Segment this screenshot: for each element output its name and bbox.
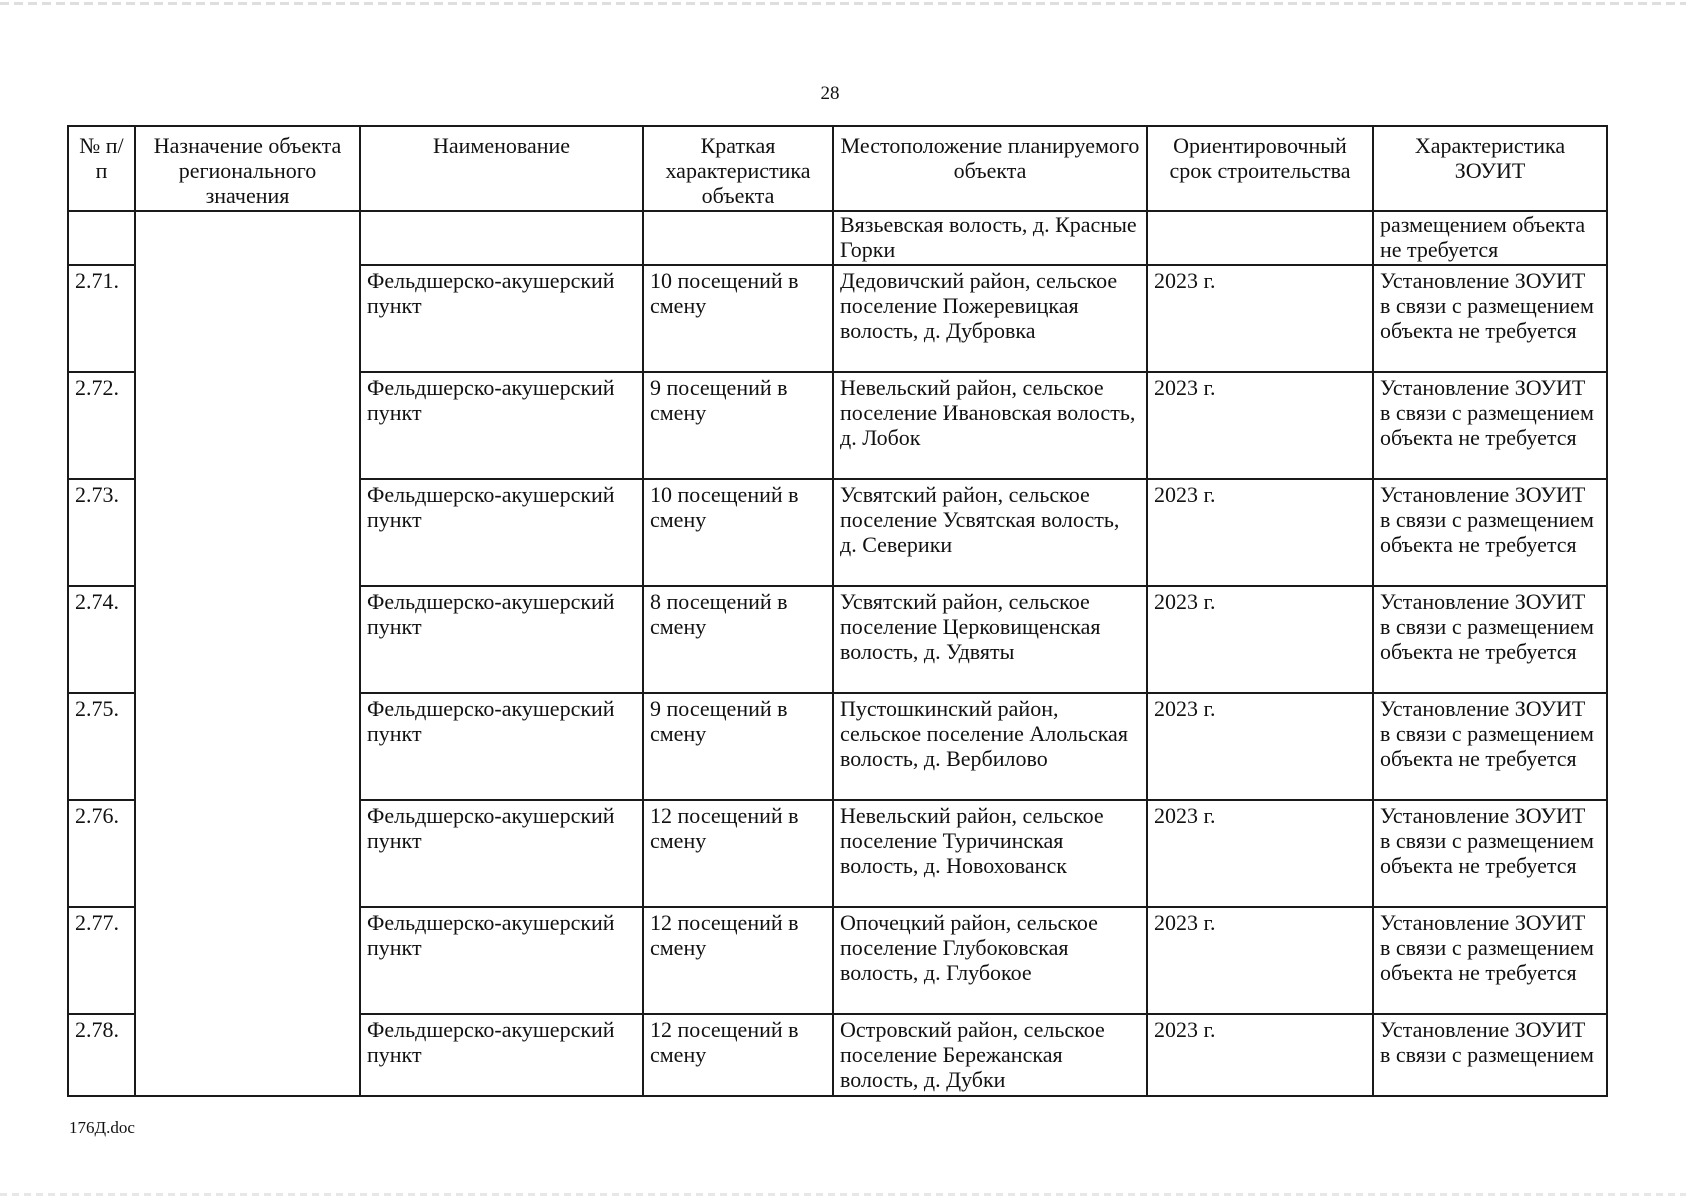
cell-zouit: Установление ЗОУИТ в связи с размещением объекта не требуется: [1373, 907, 1607, 1014]
cell-location: Вязьевская волость, д. Красные Горки: [833, 211, 1147, 265]
cell-location: Усвятский район, сельское поселение Усвятская волость, д. Северики: [833, 479, 1147, 586]
cell-num: 2.78.: [68, 1014, 135, 1096]
cell-location: Пустошкинский район, сельское поселение Алольская волость, д. Вербилово: [833, 693, 1147, 800]
cell-location: Дедовичский район, сельское поселение Пожеревицкая волость, д. Дубровка: [833, 265, 1147, 372]
cell-brief: 9 посещений в смену: [643, 693, 833, 800]
cell-name: Фельдшерско-акушерский пункт: [360, 1014, 643, 1096]
page-number: 28: [820, 83, 840, 104]
cell-brief: 10 посещений в смену: [643, 479, 833, 586]
cell-name: Фельдшерско-акушерский пункт: [360, 372, 643, 479]
cell-brief: [643, 211, 833, 265]
cell-zouit: Установление ЗОУИТ в связи с размещением объекта не требуется: [1373, 372, 1607, 479]
cell-term: 2023 г.: [1147, 693, 1373, 800]
header-brief: Краткая характеристика объекта: [643, 126, 833, 211]
cell-name: Фельдшерско-акушерский пункт: [360, 693, 643, 800]
cell-term: 2023 г.: [1147, 800, 1373, 907]
cell-brief: 8 посещений в смену: [643, 586, 833, 693]
cell-brief: 10 посещений в смену: [643, 265, 833, 372]
cell-name: Фельдшерско-акушерский пункт: [360, 479, 643, 586]
cell-location: Невельский район, сельское поселение Ивановская волость, д. Лобок: [833, 372, 1147, 479]
cell-zouit: Установление ЗОУИТ в связи с размещением объекта не требуется: [1373, 693, 1607, 800]
cell-num: 2.74.: [68, 586, 135, 693]
cell-location: Опочецкий район, сельское поселение Глубоковская волость, д. Глубокое: [833, 907, 1147, 1014]
cell-zouit: размещением объекта не требуется: [1373, 211, 1607, 265]
table-row-continuation: [68, 211, 1607, 265]
cell-brief: 12 посещений в смену: [643, 800, 833, 907]
header-name: Наименование: [360, 126, 643, 211]
cell-term: 2023 г.: [1147, 907, 1373, 1014]
cell-term: 2023 г.: [1147, 372, 1373, 479]
cell-zouit: Установление ЗОУИТ в связи с размещением объекта не требуется: [1373, 265, 1607, 372]
cell-brief: 12 посещений в смену: [643, 907, 833, 1014]
footer-filename: 176Д.doc: [69, 1118, 135, 1137]
cell-num: [68, 211, 135, 265]
cell-location: Невельский район, сельское поселение Туричинская волость, д. Новохованск: [833, 800, 1147, 907]
scan-edge-top: [0, 2, 1686, 5]
cell-term: 2023 г.: [1147, 479, 1373, 586]
cell-zouit: Установление ЗОУИТ в связи с размещением объекта не требуется: [1373, 479, 1607, 586]
cell-term: 2023 г.: [1147, 586, 1373, 693]
objects-table: [67, 125, 1608, 1097]
scan-edge-bottom: [0, 1193, 1686, 1196]
cell-num: 2.72.: [68, 372, 135, 479]
table-header-row: [68, 126, 1607, 211]
header-purpose: Назначение объекта регионального значения: [135, 126, 360, 211]
cell-zouit: Установление ЗОУИТ в связи с размещением объекта не требуется: [1373, 800, 1607, 907]
cell-term: 2023 г.: [1147, 265, 1373, 372]
cell-num: 2.71.: [68, 265, 135, 372]
cell-purpose: [135, 211, 360, 1096]
cell-location: Островский район, сельское поселение Бережанская волость, д. Дубки: [833, 1014, 1147, 1096]
cell-term: 2023 г.: [1147, 1014, 1373, 1096]
cell-term: [1147, 211, 1373, 265]
header-num: № п/п: [68, 126, 135, 211]
cell-name: [360, 211, 643, 265]
cell-name: Фельдшерско-акушерский пункт: [360, 586, 643, 693]
cell-num: 2.76.: [68, 800, 135, 907]
cell-brief: 12 посещений в смену: [643, 1014, 833, 1096]
cell-num: 2.75.: [68, 693, 135, 800]
cell-num: 2.77.: [68, 907, 135, 1014]
cell-name: Фельдшерско-акушерский пункт: [360, 907, 643, 1014]
cell-location: Усвятский район, сельское поселение Церковищенская волость, д. Удвяты: [833, 586, 1147, 693]
cell-zouit: Установление ЗОУИТ в связи с размещением объекта не требуется: [1373, 586, 1607, 693]
cell-name: Фельдшерско-акушерский пункт: [360, 800, 643, 907]
cell-name: Фельдшерско-акушерский пункт: [360, 265, 643, 372]
cell-zouit: Установление ЗОУИТ в связи с размещением: [1373, 1014, 1607, 1096]
header-term: Ориентировочный срок строительства: [1147, 126, 1373, 211]
cell-brief: 9 посещений в смену: [643, 372, 833, 479]
header-location: Местоположение планируемого объекта: [833, 126, 1147, 211]
header-zouit: Характеристика ЗОУИТ: [1373, 126, 1607, 211]
cell-num: 2.73.: [68, 479, 135, 586]
